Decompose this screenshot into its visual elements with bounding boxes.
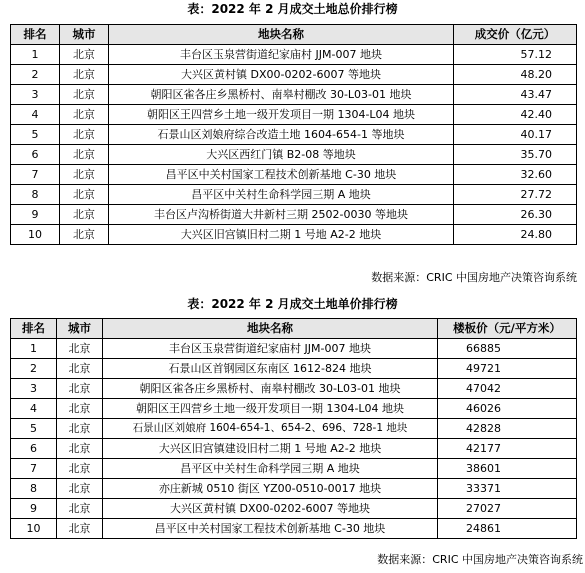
floor-price-cell: 42828 [438, 419, 577, 439]
price-cell: 27.72 [454, 185, 577, 205]
rank-cell: 7 [11, 165, 60, 185]
rank-cell: 9 [11, 205, 60, 225]
rank-cell: 10 [11, 225, 60, 245]
table2-header-rank: 排名 [11, 319, 57, 339]
table2-source: 数据来源：CRIC 中国房地产决策咨询系统 [377, 553, 583, 566]
plot-cell: 丰台区卢沟桥街道大井新村三期 2502-0030 等地块 [109, 205, 454, 225]
city-cell: 北京 [60, 125, 109, 145]
city-cell: 北京 [57, 439, 103, 459]
table-row [11, 479, 577, 499]
plot-cell: 昌平区中关村国家工程技术创新基地 C-30 地块 [103, 519, 438, 539]
rank-cell: 1 [11, 339, 57, 359]
city-cell: 北京 [57, 339, 103, 359]
table2-title: 表：2022 年 2 月成交土地单价排行榜 [187, 297, 398, 311]
floor-price-cell: 46026 [438, 399, 577, 419]
table-row [11, 419, 577, 439]
plot-cell: 昌平区中关村生命科学园三期 A 地块 [109, 185, 454, 205]
plot-cell: 大兴区旧宫镇旧村二期 1 号地 A2-2 地块 [109, 225, 454, 245]
rank-cell: 6 [11, 145, 60, 165]
plot-cell: 大兴区旧宫镇建设旧村二期 1 号地 A2-2 地块 [103, 439, 438, 459]
city-cell: 北京 [60, 145, 109, 165]
rank-cell: 2 [11, 359, 57, 379]
city-cell: 北京 [57, 479, 103, 499]
floor-price-cell: 27027 [438, 499, 577, 519]
floor-price-cell: 42177 [438, 439, 577, 459]
table-row [11, 339, 577, 359]
table-row [11, 165, 577, 185]
table-row [11, 399, 577, 419]
city-cell: 北京 [57, 459, 103, 479]
table1-header-value: 成交价（亿元） [454, 25, 577, 45]
table2-header-city: 城市 [57, 319, 103, 339]
city-cell: 北京 [60, 185, 109, 205]
rank-cell: 4 [11, 105, 60, 125]
rank-cell: 3 [11, 85, 60, 105]
price-cell: 24.80 [454, 225, 577, 245]
city-cell: 北京 [57, 519, 103, 539]
rank-cell: 8 [11, 479, 57, 499]
rank-cell: 1 [11, 45, 60, 65]
price-cell: 40.17 [454, 125, 577, 145]
rank-cell: 6 [11, 439, 57, 459]
table-row [11, 125, 577, 145]
plot-cell: 朝阳区雀各庄乡黑桥村、南皋村棚改 30-L03-01 地块 [103, 379, 438, 399]
price-cell: 42.40 [454, 105, 577, 125]
plot-cell: 大兴区黄村镇 DX00-0202-6007 等地块 [109, 65, 454, 85]
table-row [11, 105, 577, 125]
price-cell: 35.70 [454, 145, 577, 165]
plot-cell: 石景山区刘娘府综合改造土地 1604-654-1 等地块 [109, 125, 454, 145]
city-cell: 北京 [57, 499, 103, 519]
table-row [11, 225, 577, 245]
city-cell: 北京 [60, 105, 109, 125]
rank-cell: 2 [11, 65, 60, 85]
plot-cell: 石景山区刘娘府 1604-654-1、654-2、696、728-1 地块 [103, 419, 438, 439]
floor-price-cell: 38601 [438, 459, 577, 479]
plot-cell: 丰台区玉泉营街道纪家庙村 JJM-007 地块 [109, 45, 454, 65]
table1 [10, 24, 577, 245]
table-row [11, 85, 577, 105]
rank-cell: 9 [11, 499, 57, 519]
city-cell: 北京 [60, 165, 109, 185]
plot-cell: 石景山区首钢园区东南区 1612-824 地块 [103, 359, 438, 379]
table-row [11, 45, 577, 65]
price-cell: 26.30 [454, 205, 577, 225]
price-cell: 57.12 [454, 45, 577, 65]
floor-price-cell: 47042 [438, 379, 577, 399]
city-cell: 北京 [60, 225, 109, 245]
price-cell: 48.20 [454, 65, 577, 85]
plot-cell: 昌平区中关村国家工程技术创新基地 C-30 地块 [109, 165, 454, 185]
city-cell: 北京 [60, 45, 109, 65]
table1-header-city: 城市 [60, 25, 109, 45]
rank-cell: 3 [11, 379, 57, 399]
plot-cell: 朝阳区王四营乡土地一级开发项目一期 1304-L04 地块 [109, 105, 454, 125]
table2-header-plot: 地块名称 [103, 319, 438, 339]
table-row [11, 205, 577, 225]
table-row [11, 359, 577, 379]
city-cell: 北京 [57, 379, 103, 399]
table1-title: 表：2022 年 2 月成交土地总价排行榜 [187, 2, 398, 16]
floor-price-cell: 33371 [438, 479, 577, 499]
plot-cell: 亦庄新城 0510 街区 YZ00-0510-0017 地块 [103, 479, 438, 499]
table1-source: 数据来源：CRIC 中国房地产决策咨询系统 [371, 271, 577, 284]
price-cell: 43.47 [454, 85, 577, 105]
table-row [11, 499, 577, 519]
table1-header-rank: 排名 [11, 25, 60, 45]
rank-cell: 8 [11, 185, 60, 205]
city-cell: 北京 [60, 65, 109, 85]
floor-price-cell: 24861 [438, 519, 577, 539]
plot-cell: 大兴区西红门镇 B2-08 等地块 [109, 145, 454, 165]
plot-cell: 朝阳区王四营乡土地一级开发项目一期 1304-L04 地块 [103, 399, 438, 419]
table-row [11, 185, 577, 205]
city-cell: 北京 [57, 419, 103, 439]
city-cell: 北京 [60, 205, 109, 225]
rank-cell: 7 [11, 459, 57, 479]
table-row [11, 519, 577, 539]
table-row [11, 145, 577, 165]
plot-cell: 朝阳区雀各庄乡黑桥村、南皋村棚改 30-L03-01 地块 [109, 85, 454, 105]
plot-cell: 丰台区玉泉营街道纪家庙村 JJM-007 地块 [103, 339, 438, 359]
table-row [11, 65, 577, 85]
table2-header-row [11, 319, 577, 339]
city-cell: 北京 [57, 399, 103, 419]
rank-cell: 4 [11, 399, 57, 419]
plot-cell: 昌平区中关村生命科学园三期 A 地块 [103, 459, 438, 479]
city-cell: 北京 [60, 85, 109, 105]
rank-cell: 5 [11, 125, 60, 145]
price-cell: 32.60 [454, 165, 577, 185]
table-row [11, 459, 577, 479]
table1-header-plot: 地块名称 [109, 25, 454, 45]
table-row [11, 379, 577, 399]
rank-cell: 5 [11, 419, 57, 439]
table2 [10, 318, 577, 539]
floor-price-cell: 66885 [438, 339, 577, 359]
city-cell: 北京 [57, 359, 103, 379]
floor-price-cell: 49721 [438, 359, 577, 379]
rank-cell: 10 [11, 519, 57, 539]
table-row [11, 439, 577, 459]
table1-header-row [11, 25, 577, 45]
table2-header-value: 楼板价（元/平方米） [438, 319, 577, 339]
plot-cell: 大兴区黄村镇 DX00-0202-6007 等地块 [103, 499, 438, 519]
